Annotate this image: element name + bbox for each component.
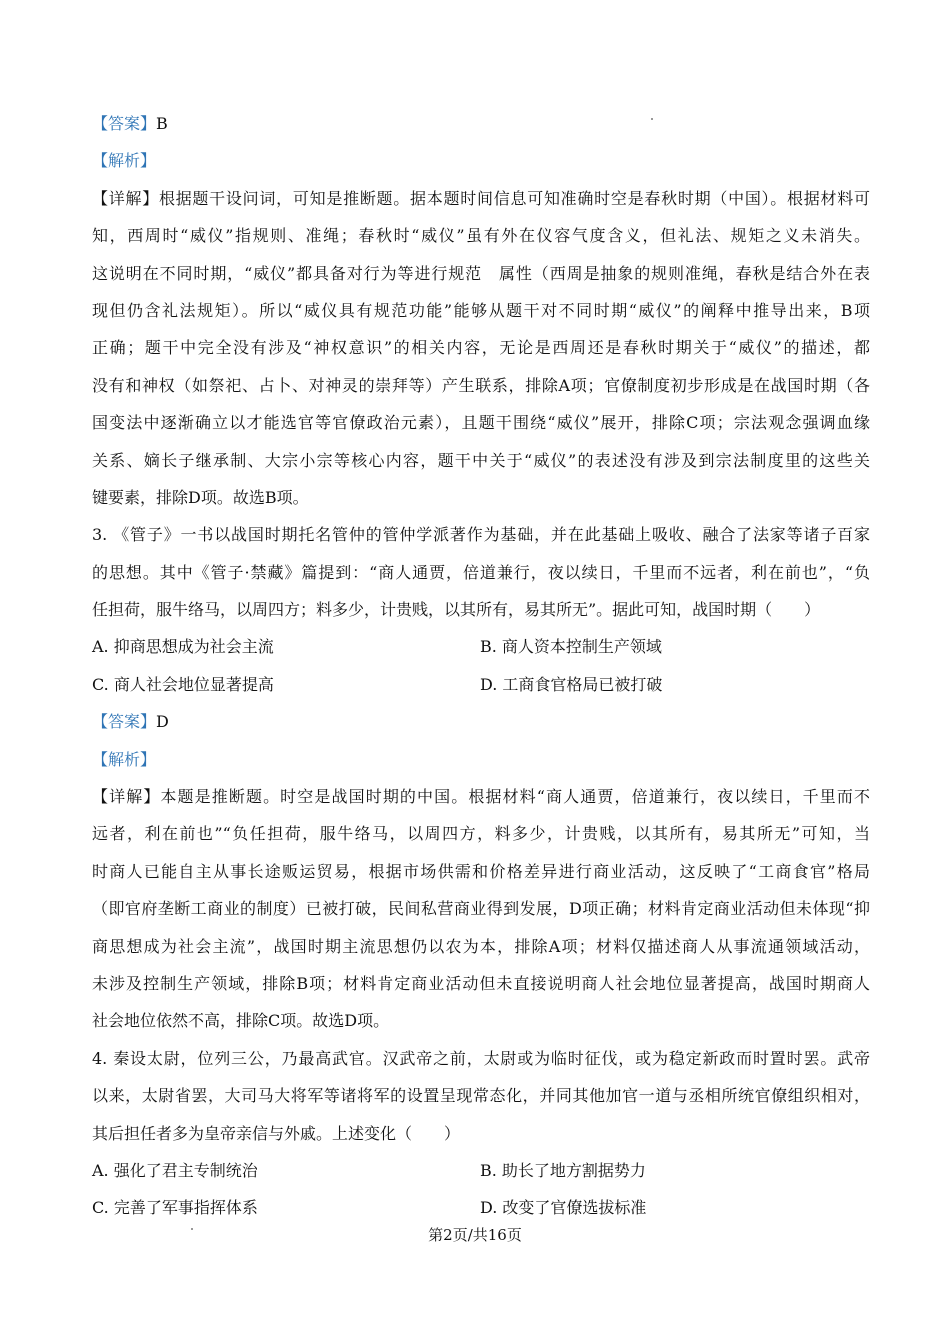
text-line: 其后担任者多为皇帝亲信与外戚。上述变化（ ） bbox=[92, 1123, 461, 1143]
q3-option-a[interactable]: A. 抑商思想成为社会主流 bbox=[92, 637, 274, 657]
text-line: 键要素，排除D项。故选B项。 bbox=[92, 487, 309, 507]
text-line: （即官府垄断工商业的制度）已被打破，民间私营商业得到发展，D项正确；材料肯定商业活动但未体现“抑 bbox=[92, 899, 870, 919]
text-line: 3. 《管子》一书以战国时期托名管仲的管仲学派著作为基础，并在此基础上吸收、融合了法家等诸子百家 bbox=[92, 525, 870, 545]
answer-label: 【答案】 bbox=[92, 712, 157, 732]
page-footer: 第2页/共16页 bbox=[428, 1226, 522, 1244]
text-line: 商思想成为社会主流”，战国时期主流思想仍以农为本，排除A项；材料仅描述商人从事流通领域活动， bbox=[92, 936, 870, 956]
q4-stem bbox=[92, 1040, 870, 1152]
page-content bbox=[92, 105, 870, 1227]
text-line: 4. 秦设太尉，位列三公，乃最高武官。汉武帝之前，太尉或为临时征伐，或为稳定新政而时置时罢。武帝 bbox=[92, 1048, 870, 1068]
text-line: 社会地位依然不高，排除C项。故选D项。 bbox=[92, 1011, 390, 1031]
q4-option-d[interactable]: D. 改变了官僚选拔标准 bbox=[480, 1198, 647, 1218]
q3-options-row-2 bbox=[92, 666, 870, 703]
q3-detail bbox=[92, 778, 870, 1040]
text-line: 以来，太尉省罢，大司马大将军等诸将军的设置呈现常态化，并同其他加官一道与丞相所统官僚组织相对， bbox=[92, 1086, 870, 1106]
answer-label: 【答案】 bbox=[92, 114, 157, 133]
answer-value: B bbox=[156, 114, 168, 133]
q2-answer bbox=[92, 105, 870, 142]
text-line: 正确；题干中完全没有涉及“神权意识”的相关内容，无论是西周还是春秋时期关于“威仪”的描述，都 bbox=[92, 338, 870, 358]
q3-option-b[interactable]: B. 商人资本控制生产领域 bbox=[480, 637, 662, 657]
text-line: 时商人已能自主从事长途贩运贸易，根据市场供需和价格差异进行商业活动，这反映了“工商食官”格局 bbox=[92, 861, 870, 881]
text-line: 国变法中逐渐确立以才能选官等官僚政治元素），且题干围绕“威仪”展开，排除C项；宗法观念强调血缘 bbox=[92, 413, 870, 433]
q4-option-a[interactable]: A. 强化了君主专制统治 bbox=[92, 1160, 258, 1180]
text-line: 任担荷，服牛络马，以周四方；料多少，计贵贱，以其所有，易其所无”。据此可知，战国时期（ ） bbox=[92, 600, 821, 620]
answer-value: D bbox=[156, 712, 169, 732]
q2-detail bbox=[92, 180, 870, 517]
text-line: 知，西周时“威仪”指规则、准绳；春秋时“威仪”虽有外在仪容气度含义，但礼法、规矩之义未消失。 bbox=[92, 226, 870, 246]
q3-option-d[interactable]: D. 工商食官格局已被打破 bbox=[480, 674, 663, 694]
text-line: 远者，利在前也”“负任担荷，服牛络马，以周四方，料多少，计贵贱，以其所有，易其所无”可知，当 bbox=[92, 824, 870, 844]
q3-option-c[interactable]: C. 商人社会地位显著提高 bbox=[92, 674, 274, 694]
text-line: 关系、嫡长子继承制、大宗小宗等核心内容，题干中关于“威仪”的表述没有涉及到宗法制度里的这些关 bbox=[92, 450, 870, 470]
q4-options-row-1 bbox=[92, 1152, 870, 1189]
q4-options-row-2 bbox=[92, 1189, 870, 1226]
q4-option-b[interactable]: B. 助长了地方割据势力 bbox=[480, 1160, 646, 1180]
text-line: 现但仍含礼法规矩）。所以“威仪具有规范功能”能够从题干对不同时期“威仪”的阐释中推导出来，B项 bbox=[92, 300, 870, 320]
text-line: 未涉及控制生产领域，排除B项；材料肯定商业活动但未直接说明商人社会地位显著提高，战国时期商人 bbox=[92, 973, 870, 993]
q3-stem bbox=[92, 516, 870, 628]
text-line: 【详解】根据题干设问词，可知是推断题。据本题时间信息可知准确时空是春秋时期（中国）。根据材料可 bbox=[92, 188, 870, 208]
text-line: 的思想。其中《管子·禁藏》篇提到：“商人通贾，倍道兼行，夜以续日，千里而不远者，利在前也”，“负 bbox=[92, 562, 870, 582]
q3-analysis-label: 【解析】 bbox=[92, 749, 157, 769]
q2-analysis-label: 【解析】 bbox=[92, 151, 157, 171]
q3-answer bbox=[92, 703, 870, 740]
q3-options-row-1 bbox=[92, 628, 870, 665]
text-line: 这说明在不同时期，“威仪”都具备对行为等进行规范 属性（西周是抽象的规则准绳，春秋是结合外在表 bbox=[92, 263, 870, 283]
text-line: 【详解】本题是推断题。时空是战国时期的中国。根据材料“商人通贾，倍道兼行，夜以续日，千里而不 bbox=[92, 787, 870, 807]
q4-option-c[interactable]: C. 完善了军事指挥体系 bbox=[92, 1198, 258, 1218]
text-line: 没有和神权（如祭祀、占卜、对神灵的崇拜等）产生联系，排除A项；官僚制度初步形成是在战国时期（各 bbox=[92, 375, 870, 395]
